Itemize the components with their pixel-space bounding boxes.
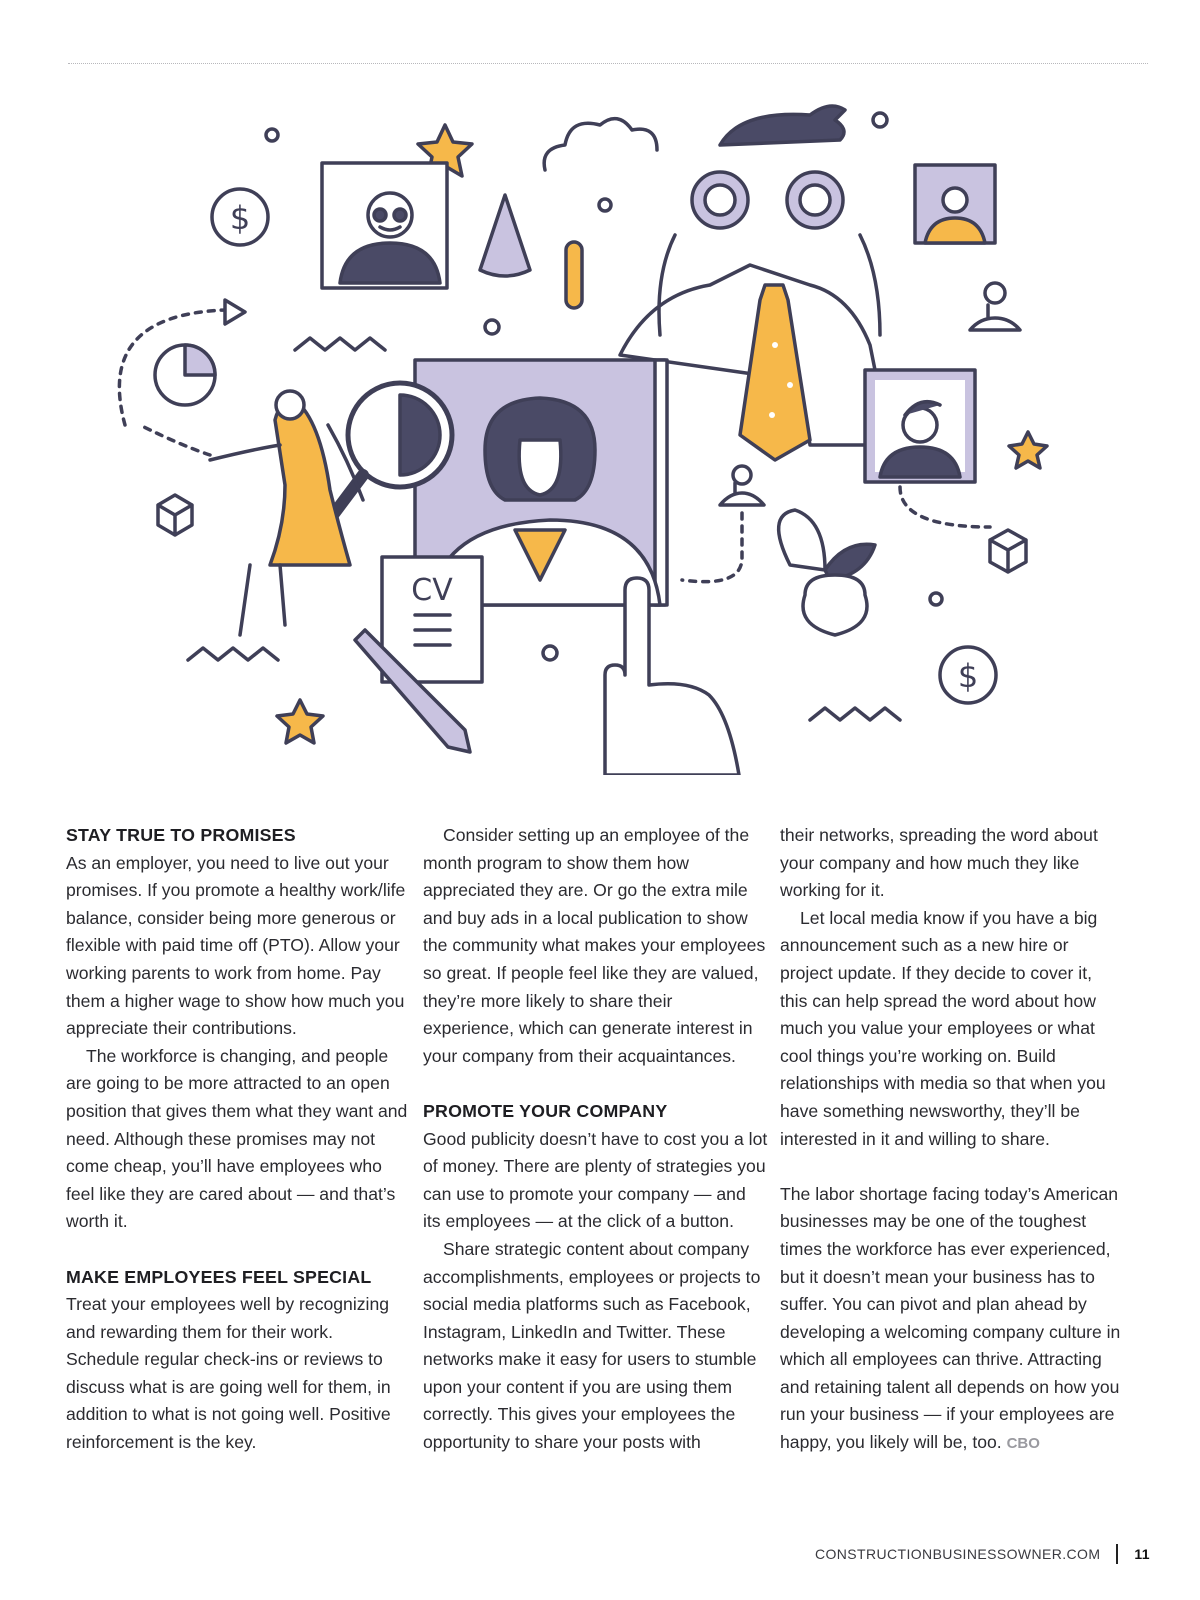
- dashed-path: [140, 425, 210, 455]
- cone-icon: [480, 195, 530, 276]
- pointing-hand: [605, 578, 739, 775]
- end-mark: CBO: [1006, 1435, 1040, 1453]
- pawn-icon: [970, 283, 1020, 330]
- page-footer: [815, 1544, 1150, 1564]
- page-number: 11: [1134, 1546, 1150, 1562]
- dashed-path: [900, 487, 990, 527]
- svg-text:$: $: [957, 657, 979, 695]
- dot-icon: [599, 199, 611, 211]
- article-column-2: [423, 822, 768, 1457]
- pawn-icon: [720, 466, 764, 505]
- dot-icon: [266, 129, 278, 141]
- paragraph: Consider setting up an employee of the month program to show them how appreciated they are. Or go the extra mile and buy ads in a local publication to show the community what makes your employees so great. If people feel like they are valued, they’re more likely to share their experience, which can generate interest in your company from their acquaintances.: [423, 825, 766, 1066]
- cloud-icon: [544, 119, 657, 170]
- article-column-1: [66, 822, 411, 1457]
- zigzag-icon: [810, 708, 900, 720]
- paragraph: As an employer, you need to live out your promises. If you promote a healthy work/life balance, consider being more generous or flexible with paid time off (PTO). Allow your working parents to work from home. Pay them a higher wage to show how much you appreciate their contributions.: [66, 852, 406, 1039]
- triangle-icon: [225, 300, 245, 324]
- plant-leaf: [779, 510, 825, 570]
- section-heading: STAY TRUE TO PROMISES: [66, 825, 296, 845]
- cylinder-icon: [566, 242, 582, 308]
- star-icon: [1009, 432, 1047, 468]
- cube-icon: [158, 495, 192, 535]
- paragraph: Good publicity doesn’t have to cost you a lot of money. There are plenty of strategies you can use to promote your company — and its employees — at the click of a button.: [423, 1128, 768, 1232]
- dot-icon: [543, 646, 557, 660]
- plant-pot: [803, 575, 867, 635]
- svg-text:CV: CV: [411, 573, 453, 608]
- woman-figure: [270, 400, 350, 565]
- paragraph: their networks, spreading the word about your company and how much they like working for it.: [780, 825, 1098, 901]
- paragraph-closing: [780, 1181, 1122, 1458]
- section-heading: MAKE EMPLOYEES FEEL SPECIAL: [66, 1266, 372, 1287]
- dot-icon: [930, 593, 942, 605]
- dashed-path: [682, 513, 742, 582]
- zigzag-icon: [188, 648, 278, 660]
- paragraph: The workforce is changing, and people are going to be more attracted to an open position that gives them what they want and need. Although these promises may not come cheap, you’ll have employees who feel like they are cared about — and that’s worth it.: [66, 1045, 408, 1232]
- footer-separator: [1116, 1544, 1118, 1564]
- paragraph: Treat your employees well by recognizing and rewarding them for their work. Schedule regular check-ins or reviews to discuss what is are going well for them, in addition to what is not going well. Positive reinforcement is the key.: [66, 1294, 391, 1453]
- cube-icon: [990, 530, 1026, 572]
- closing-text: The labor shortage facing today’s American businesses may be one of the toughest times the workforce has ever experienced, but it doesn’t mean your business has to suffer. You can pivot and plan ahead by developing a welcoming company culture in which all employees can thrive. Attracting and retaining talent all depends on how you run your business — if your employees are happy, you likely will be, too.: [780, 1183, 1121, 1453]
- dot-icon: [873, 113, 887, 127]
- article-column-3: [780, 822, 1122, 1458]
- section-heading: PROMOTE YOUR COMPANY: [423, 1100, 668, 1121]
- paragraph: Let local media know if you have a big announcement such as a new hire or project update. If they decide to cover it, this can help spread the word about how much you value your employees or what cool things you’re working on. Build relationships with media so that when you have something newsworthy, they’ll be interested in it and willing to share.: [780, 907, 1106, 1149]
- zigzag-icon: [295, 338, 385, 350]
- star-icon: [277, 700, 323, 743]
- dot-icon: [485, 320, 499, 334]
- hiring-illustration: [100, 95, 1100, 775]
- svg-text:$: $: [229, 199, 251, 237]
- top-rule: [68, 63, 1148, 64]
- footer-site: CONSTRUCTIONBUSINESSOWNER.COM: [815, 1546, 1101, 1562]
- paragraph: Share strategic content about company accomplishments, employees or projects to social media platforms such as Facebook, Instagram, LinkedIn and Twitter. These networks make it easy for users to stumble upon your content if you are using them correctly. This gives your employees the opportunity to share your posts with: [423, 1238, 761, 1453]
